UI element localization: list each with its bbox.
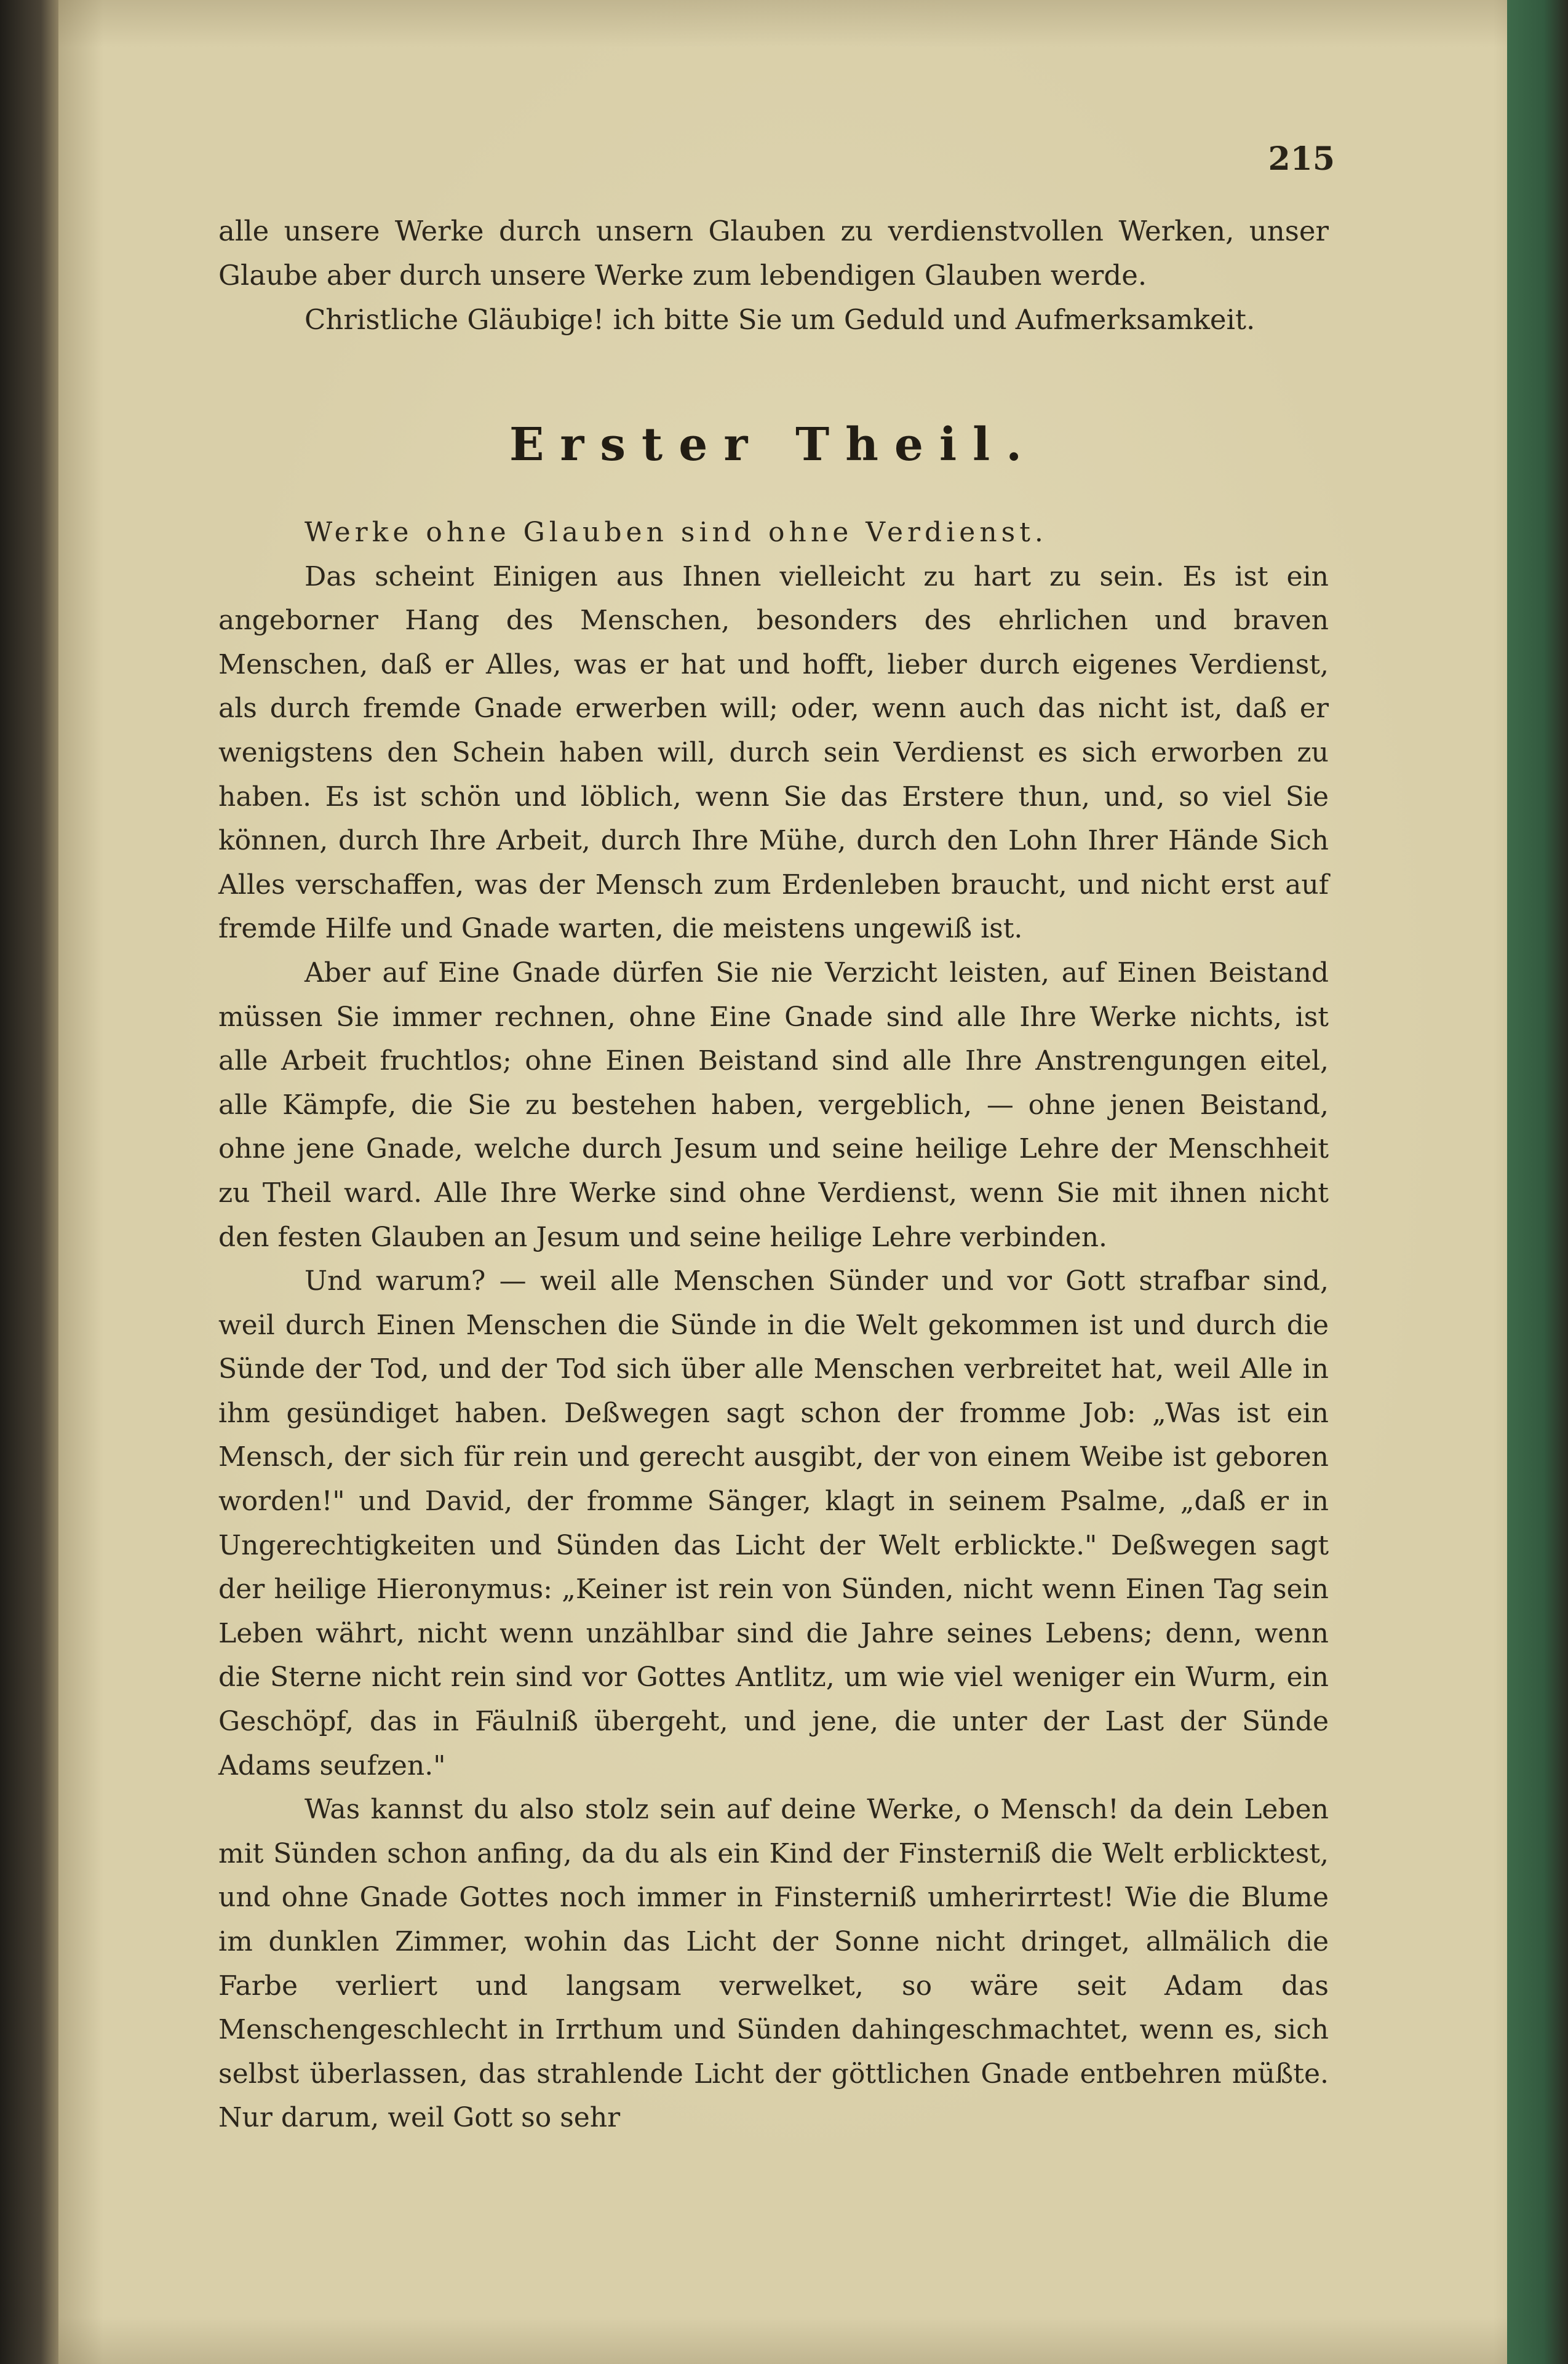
section-heading: Erster Theil.	[509, 418, 1038, 471]
paragraph-3: Und warum? — weil alle Menschen Sünder und vor Gott strafbar sind, weil durch Einen Menschen die Sünde in die Welt gekommen ist und durch die Sünde der Tod, und der Tod sich über alle Menschen verbreitet hat, weil Alle in ihm gesündiget haben. Deßwegen sagt schon der fromme Job: „Was ist ein Mensch, der sich für rein und gerecht ausgibt, der von einem Weibe ist geboren worden!" und David, der fromme Sänger, klagt in seinem Psalme, „daß er in Ungerechtigkeiten und Sünden das Licht der Welt erblickte." Deßwegen sagt der heilige Hieronymus: „Keiner ist rein von Sünden, nicht wenn Einen Tag sein Leben währt, nicht wenn unzählbar sind die Jahre seines Lebens; denn, wenn die Sterne nicht rein sind vor Gottes Antlitz, um wie viel weniger ein Wurm, ein Geschöpf, das in Fäulniß übergeht, und jene, die unter der Last der Sünde Adams seufzen."	[218, 1265, 1329, 1781]
paragraph-1: Das scheint Einigen aus Ihnen vielleicht zu hart zu sein. Es ist ein angeborner Hang des Menschen, besonders des ehrlichen und braven Menschen, daß er Alles, was er hat und hofft, lieber durch eigenes Verdienst, als durch fremde Gnade erwerben will; oder, wenn auch das nicht ist, daß er wenigstens den Schein haben will, durch sein Verdienst es sich erworben zu haben. Es ist schön und löblich, wenn Sie das Erstere thun, und, so viel Sie können, durch Ihre Arbeit, durch Ihre Mühe, durch den Lohn Ihrer Hände Sich Alles verschaffen, was der Mensch zum Erdenleben braucht, und nicht erst auf fremde Hilfe und Gnade warten, die meistens ungewiß ist.	[218, 560, 1329, 945]
page-number: 215	[1268, 140, 1335, 178]
paragraph-4: Was kannst du also stolz sein auf deine Werke, o Mensch! da dein Leben mit Sünden schon anfing, da du als ein Kind der Finsterniß die Welt erblicktest, und ohne Gnade Gottes noch immer in Finsterniß umherirrtest! Wie die Blume im dunklen Zimmer, wohin das Licht der Sonne nicht dringet, allmälich die Farbe verliert und langsam verwelket, so wäre seit Adam das Menschengeschlecht in Irrthum und Sünden dahingeschmachtet, wenn es, sich selbst überlassen, das strahlende Licht der göttlichen Gnade entbehren müßte. Nur darum, weil Gott so sehr	[218, 1794, 1329, 2134]
intro-text	[218, 209, 1329, 342]
green-bookmark-ribbon	[1507, 0, 1568, 2364]
thesis-line: Werke ohne Glauben sind ohne Verdienst.	[304, 517, 1048, 548]
paragraph-2: Aber auf Eine Gnade dürfen Sie nie Verzicht leisten, auf Einen Beistand müssen Sie immer rechnen, ohne Eine Gnade sind alle Ihre Werke nichts, ist alle Arbeit fruchtlos; ohne Einen Beistand sind alle Ihre Anstrengungen eitel, alle Kämpfe, die Sie zu bestehen haben, vergeblich, — ohne jenen Beistand, ohne jene Gnade, welche durch Jesum und seine heilige Lehre der Menschheit zu Theil ward. Alle Ihre Werke sind ohne Verdienst, wenn Sie mit ihnen nicht den festen Glauben an Jesum und seine heilige Lehre verbinden.	[218, 957, 1329, 1253]
book-gutter	[0, 0, 58, 2364]
section-body	[218, 511, 1329, 2140]
intro-sentence: alle unsere Werke durch unsern Glauben zu verdienstvollen Werken, unser Glaube aber durch unsere Werke zum lebendigen Glauben werde.	[218, 215, 1329, 292]
intro-address: Christliche Gläubige! ich bitte Sie um Geduld und Aufmerksamkeit.	[304, 303, 1256, 336]
